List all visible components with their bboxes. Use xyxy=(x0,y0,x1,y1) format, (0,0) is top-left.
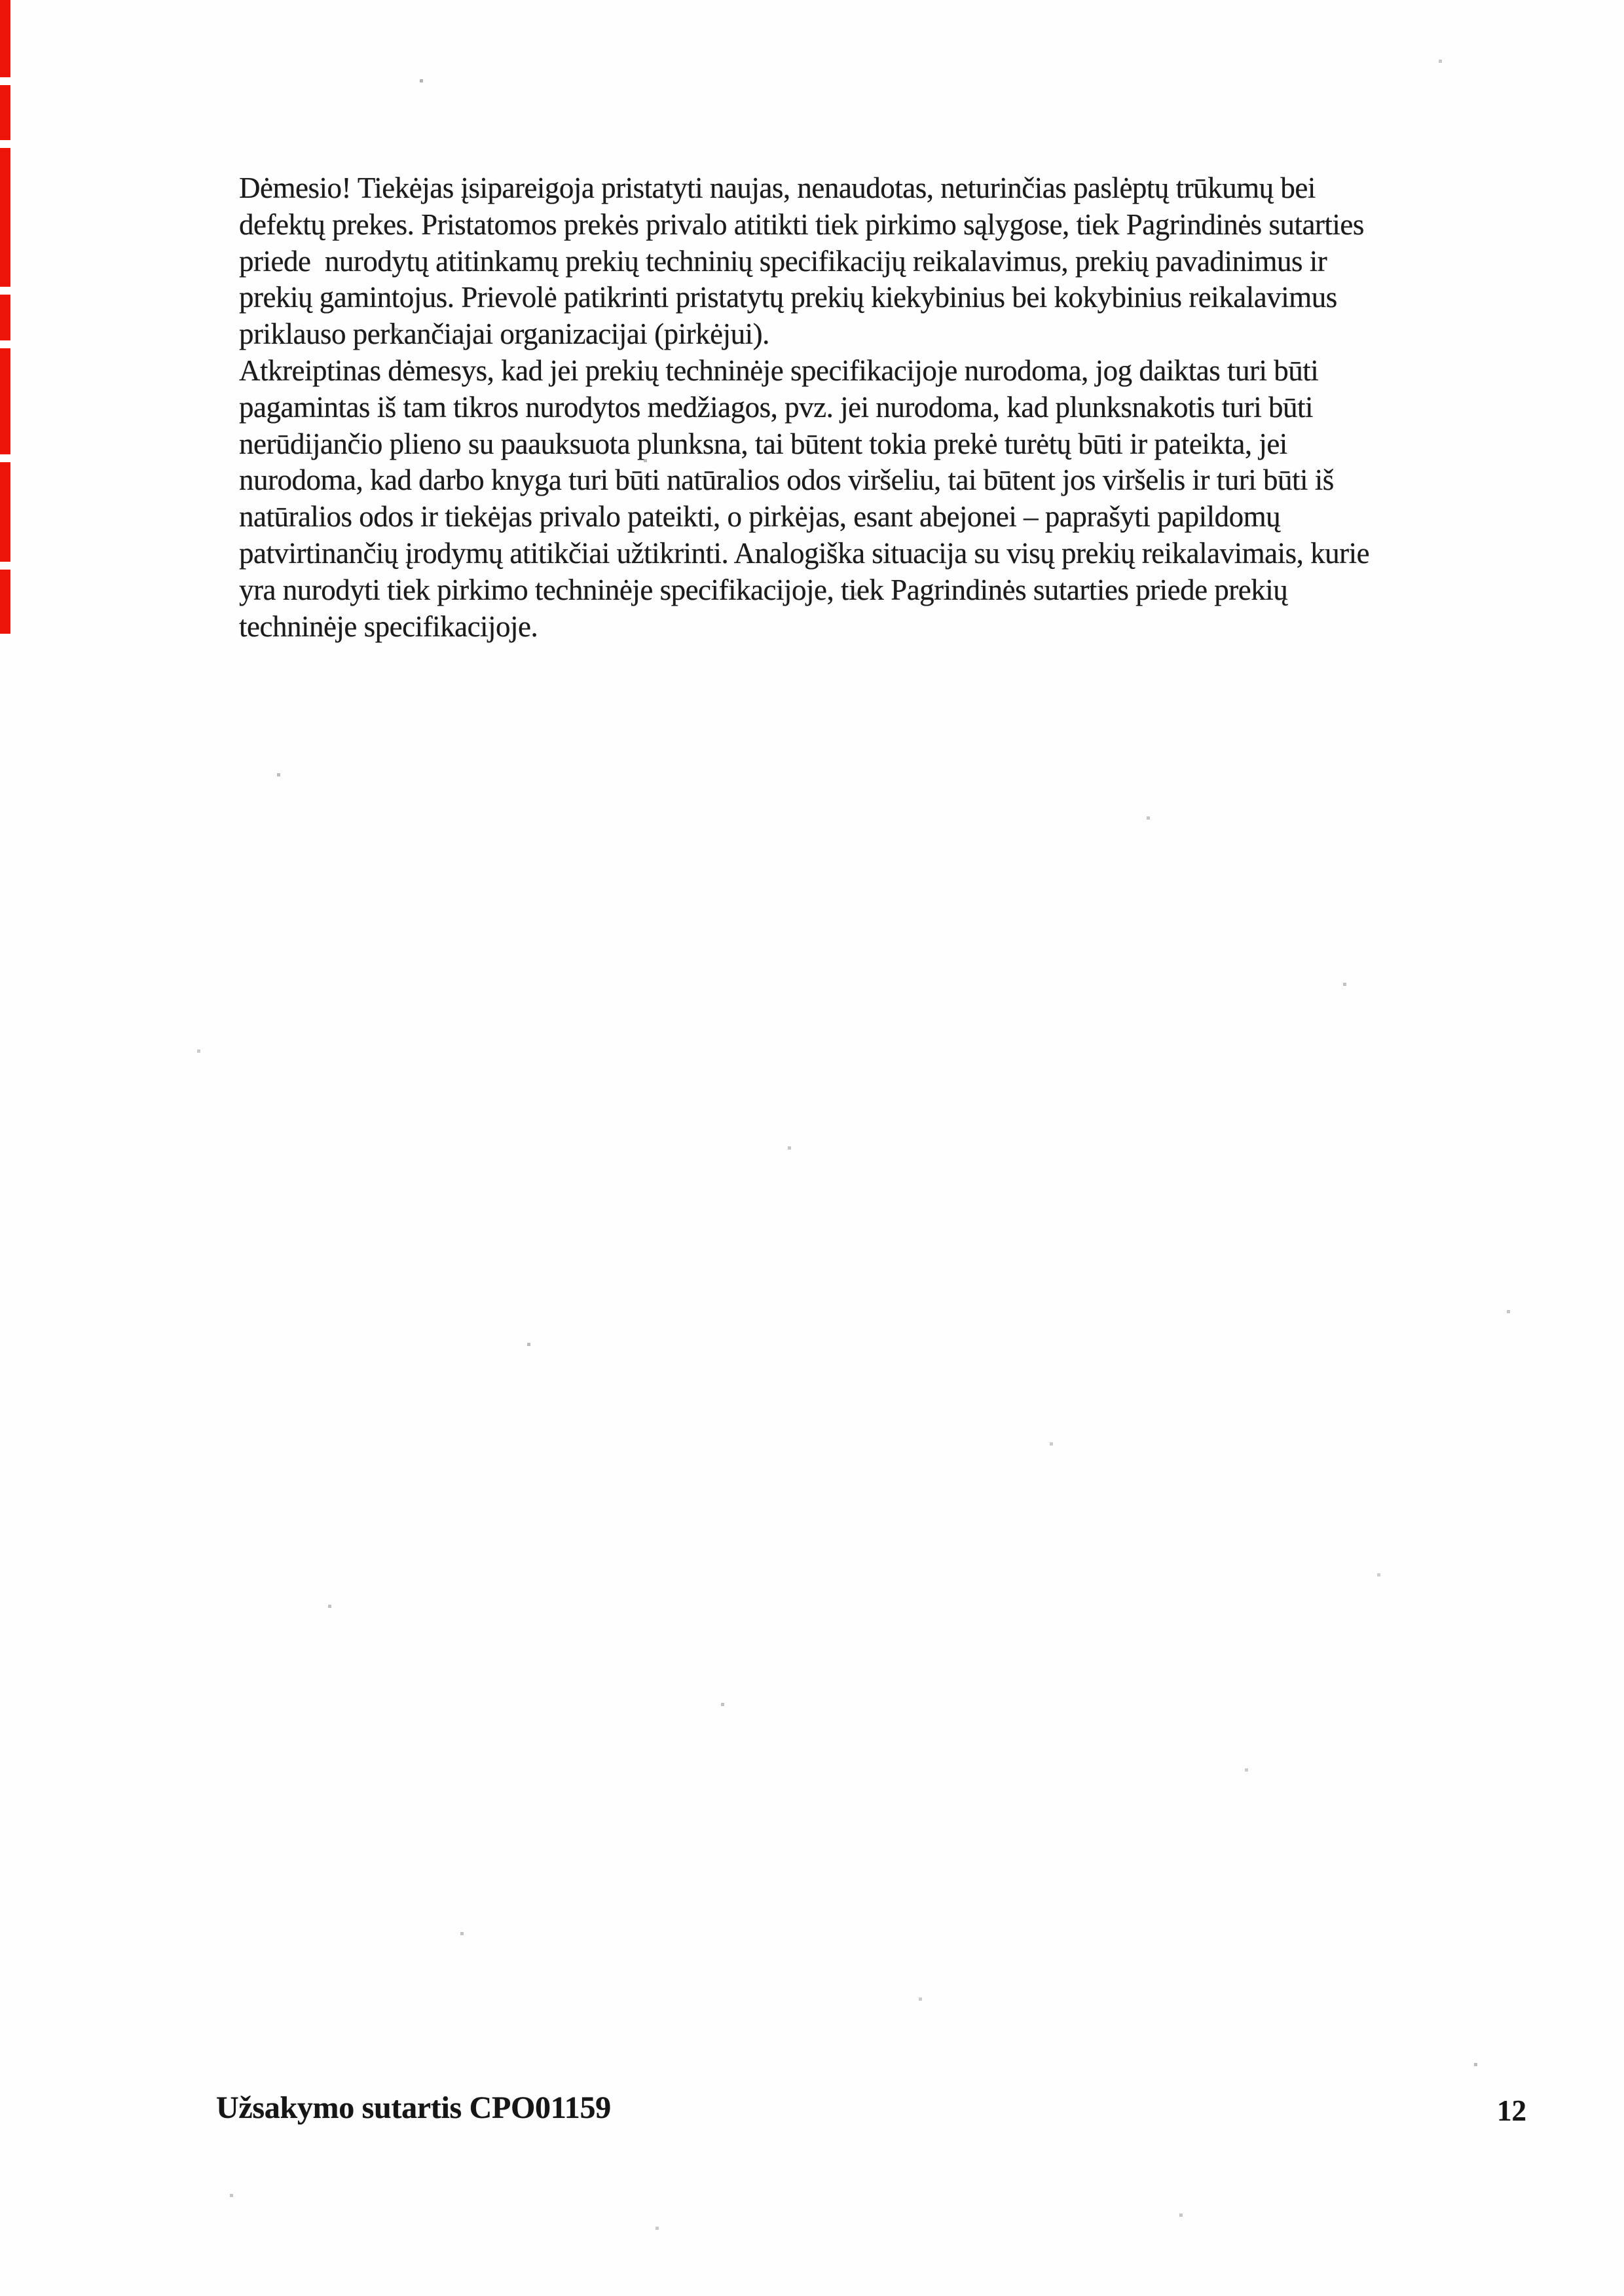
text-line: pagamintas iš tam tikros nurodytos medžiagos, pvz. jei nurodoma, kad plunksnakotis turi būti xyxy=(239,390,1314,424)
red-edge-segment xyxy=(0,348,10,454)
red-edge-segment xyxy=(0,85,10,140)
contract-text-block xyxy=(239,170,1555,645)
text-line: nerūdijančio plieno su paauksuota plunksna, tai būtent tokia prekė turėtų būti ir pateikta, jei xyxy=(239,427,1287,460)
red-edge-segment xyxy=(0,462,10,562)
text-line: patvirtinančių įrodymų atitikčiai užtikrinti. Analogiška situacija su visų prekių reikalavimais, kurie xyxy=(239,536,1370,570)
text-line: techninėje specifikacijoje. xyxy=(239,610,538,643)
page-number: 12 xyxy=(1497,2094,1526,2127)
text-line: yra nurodyti tiek pirkimo techninėje specifikacijoje, tiek Pagrindinės sutarties priede prekių xyxy=(239,573,1288,606)
text-line: prekių gamintojus. Prievolė patikrinti pristatytų prekių kiekybinius bei kokybinius reikalavimus xyxy=(239,281,1337,314)
red-edge-segment xyxy=(0,0,10,77)
red-edge-segment xyxy=(0,148,10,287)
footer-contract-title: Užsakymo sutartis CPO01159 xyxy=(216,2090,611,2125)
red-edge-segment xyxy=(0,295,10,340)
text-line: Atkreiptinas dėmesys, kad jei prekių techninėje specifikacijoje nurodoma, jog daiktas turi būti xyxy=(239,354,1319,387)
text-line: priklauso perkančiajai organizacijai (pirkėjui). xyxy=(239,318,769,351)
text-line: defektų prekes. Pristatomos prekės privalo atitikti tiek pirkimo sąlygose, tiek Pagrindinės sutarties xyxy=(239,208,1364,241)
text-line: nurodoma, kad darbo knyga turi būti natūralios odos viršeliu, tai būtent jos viršelis ir turi būti iš xyxy=(239,464,1334,497)
red-edge-segment xyxy=(0,570,10,634)
text-line: natūralios odos ir tiekėjas privalo pateikti, o pirkėjas, esant abejonei – paprašyti papildomų xyxy=(239,500,1281,534)
text-line: Dėmesio! Tiekėjas įsipareigoja pristatyti naujas, nenaudotas, neturinčias paslėptų trūkumų bei xyxy=(239,172,1316,204)
text-line: priede nurodytų atitinkamų prekių techninių specifikacijų reikalavimus, prekių pavadinimus ir xyxy=(239,244,1327,278)
paragraph-2 xyxy=(239,353,1555,645)
paragraph-1 xyxy=(239,170,1555,353)
